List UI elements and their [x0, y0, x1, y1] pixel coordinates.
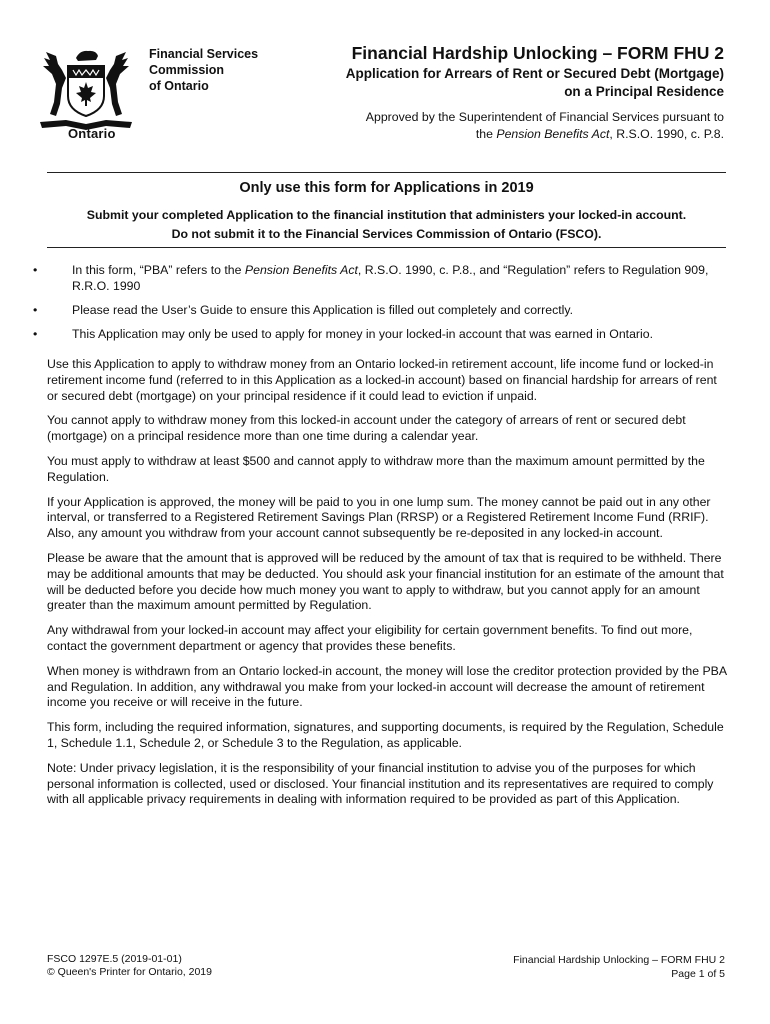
bullet-text: In this form, “PBA” refers to the — [72, 263, 245, 277]
form-code: FSCO 1297E.5 (2019-01-01) — [47, 953, 182, 965]
bullet-text: Please read the User’s Guide to ensure this Application is filled out completely and correctly. — [72, 303, 574, 317]
form-header — [304, 42, 724, 143]
footer-page-info — [513, 953, 725, 981]
approval-text: , R.S.O. 1990, c. P.8. — [609, 127, 724, 141]
approval-line — [304, 126, 724, 143]
org-line: of Ontario — [149, 79, 209, 93]
list-item — [32, 262, 726, 294]
divider — [47, 172, 726, 173]
paragraph: If your Application is approved, the money will be paid to you in one lump sum. The money cannot be paid out in any other interval, or transferred to a Registered Retirement Savings Plan (RRSP) or a Registered Retirement Income Fund (RRIF). Also, any amount you withdraw from your account cannot subsequently be re-deposited in any locked-in account. — [47, 494, 711, 541]
ontario-wordmark: Ontario — [68, 126, 116, 141]
act-name: Pension Benefits Act — [496, 127, 610, 141]
bullet-text: This Application may only be used to apply for money in your locked-in account that was earned in Ontario. — [72, 327, 654, 341]
submission-notice — [47, 206, 726, 244]
paragraph: This form, including the required information, signatures, and supporting documents, is required by the Regulation, Schedule 1, Schedule 1.1, Schedule 2, or Schedule 3 to the Regulation, as applicable. — [47, 720, 724, 750]
organization-name — [149, 46, 258, 94]
copyright: © Queen's Printer for Ontario, 2019 — [47, 966, 212, 978]
approval-text: the — [475, 127, 497, 141]
paragraph: You cannot apply to withdraw money from this locked-in account under the category of arrears of rent or secured debt (mortgage) on a principal residence more than one time during a calendar year. — [47, 413, 686, 444]
instructions-body — [47, 357, 727, 817]
notice-line: Do not submit it to the Financial Services Commission of Ontario (FSCO). — [171, 227, 602, 241]
approval-line: Approved by the Superintendent of Financial Services pursuant to — [365, 110, 724, 124]
list-item — [32, 326, 726, 342]
paragraph: When money is withdrawn from an Ontario locked-in account, the money will lose the creditor protection provided by the PBA and Regulation. In addition, any withdrawal you make from your locked-in account will decrease the amount of retirement income you receive or will receive in the future. — [47, 663, 727, 710]
footer-form-name: Financial Hardship Unlocking – FORM FHU 2 — [513, 954, 725, 966]
divider — [47, 247, 726, 248]
bullet-icon: • — [33, 303, 38, 317]
org-line: Financial Services — [149, 47, 259, 61]
act-name: Pension Benefits Act — [244, 263, 358, 277]
paragraph: You must apply to withdraw at least $500 and cannot apply to withdraw more than the maximum amount permitted by the Regulation. — [47, 453, 705, 484]
bullet-list — [32, 262, 726, 350]
notice-title: Only use this form for Applications in 2019 — [239, 180, 534, 196]
footer-form-code — [47, 953, 212, 979]
notice-line: Submit your completed Application to the financial institution that administers your locked-in account. — [86, 208, 687, 222]
list-item — [32, 302, 726, 318]
paragraph: Use this Application to apply to withdraw money from an Ontario locked-in retirement account, life income fund or locked-in retirement income fund (referred to in this Application as a locked-in account) based on financial hardship for arrears of rent or secured debt (mortgage) on your principal residence if it could lead to eviction if unpaid. — [47, 357, 717, 403]
form-title: Financial Hardship Unlocking – FORM FHU 2 — [351, 43, 724, 63]
paragraph: Please be aware that the amount that is approved will be reduced by the amount of tax that is required to be withheld. There may be additional amounts that may be deducted. You should ask your financial institution for an estimate of the amount that will be deducted before you decide how much money you want to apply to withdraw, but you cannot apply for an amount greater than the maximum amount permitted by Regulation. — [47, 550, 724, 613]
form-subtitle: on a Principal Residence — [564, 84, 724, 99]
paragraph: Note: Under privacy legislation, it is the responsibility of your financial institution to advise you of the purposes for which personal information is collected, used or disclosed. Your financial institution and its representatives are required to comply with all applicable privacy requirements in dealing with information required to be provided as part of this Application. — [47, 760, 714, 807]
page-number: Page 1 of 5 — [671, 968, 725, 980]
bullet-icon: • — [33, 263, 38, 277]
paragraph: Any withdrawal from your locked-in account may affect your eligibility for certain government benefits. To find out more, contact the government department or agency that provides these benefits. — [47, 623, 693, 653]
org-line: Commission — [149, 63, 225, 77]
bullet-icon: • — [33, 327, 38, 341]
approval-statement — [304, 109, 724, 143]
form-subtitle: Application for Arrears of Rent or Secured Debt (Mortgage) — [345, 66, 724, 81]
bullet-text: , R.S.O. 1990, c. P.8., and “Regulation” refers to Regulation 909, R.R.O. 1990 — [72, 263, 709, 293]
